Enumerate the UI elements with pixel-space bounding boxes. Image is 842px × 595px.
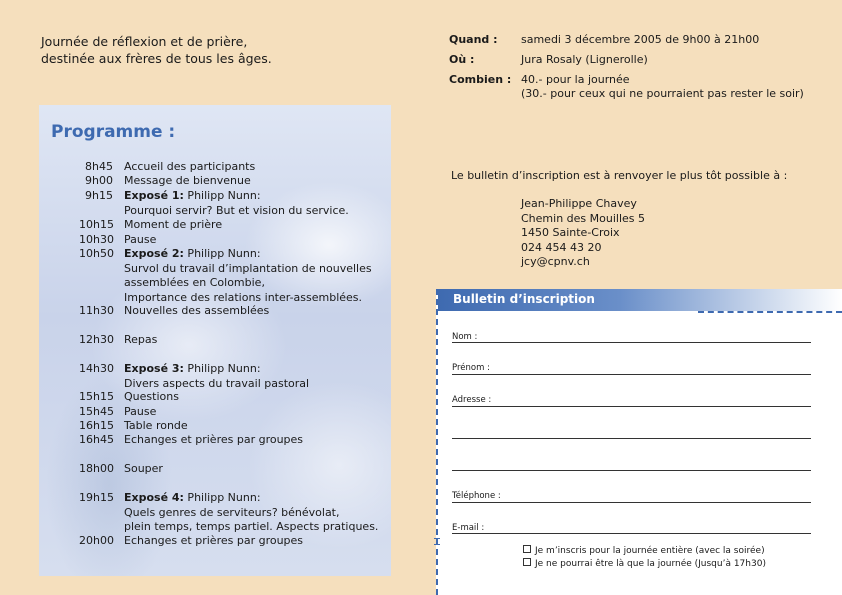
schedule-time: 15h15: [79, 390, 114, 403]
schedule-description: Pause: [124, 405, 157, 418]
intro-line-1: Journée de réflexion et de prière,: [41, 34, 248, 49]
schedule-description: [124, 362, 261, 375]
talk-label: Exposé 2:: [124, 247, 184, 260]
schedule-description: Questions: [124, 390, 179, 403]
where-label: Où :: [449, 53, 475, 66]
price-line-2: (30.- pour ceux qui ne pourraient pas rester le soir): [521, 87, 804, 100]
when-label: Quand :: [449, 33, 498, 46]
option-day-only-label: Je ne pourrai être là que la journée (Jusqu’à 17h30): [535, 559, 766, 569]
schedule-description: plein temps, temps partiel. Aspects pratiques.: [124, 520, 379, 533]
where-value: Jura Rosaly (Lignerolle): [521, 53, 648, 66]
schedule-description: Table ronde: [124, 419, 188, 432]
speaker: Philipp Nunn:: [183, 189, 261, 202]
schedule-description: Repas: [124, 333, 158, 346]
option-day-only[interactable]: [523, 558, 766, 569]
adresse-field[interactable]: [452, 406, 811, 407]
schedule-description: [124, 491, 261, 504]
schedule-description: Accueil des participants: [124, 160, 256, 173]
talk-label: Exposé 3:: [124, 362, 184, 375]
programme-panel: [39, 105, 391, 576]
programme-title: Programme :: [51, 122, 176, 142]
talk-label: Exposé 1:: [124, 189, 184, 202]
schedule-time: 11h30: [79, 304, 114, 317]
schedule-description: Pourquoi servir? But et vision du service.: [124, 203, 349, 217]
schedule-description: Message de bienvenue: [124, 174, 251, 187]
schedule-time: 18h00: [79, 462, 114, 475]
nom-field[interactable]: [452, 342, 811, 343]
schedule-description: assemblées en Colombie,: [124, 276, 265, 289]
bulletin-form: [436, 289, 842, 595]
option-full-day[interactable]: [523, 545, 765, 556]
schedule-time: 10h15: [79, 218, 114, 231]
schedule-description: Nouvelles des assemblées: [124, 304, 270, 317]
address-phone: 024 454 43 20: [521, 241, 602, 254]
adresse-field-2[interactable]: [452, 438, 811, 439]
schedule-time: 8h45: [85, 160, 113, 173]
schedule-time: 9h15: [85, 189, 113, 202]
intro-text: [41, 33, 272, 67]
talk-label: Exposé 4:: [124, 491, 184, 504]
checkbox-full-day[interactable]: [523, 545, 531, 553]
schedule-description: Souper: [124, 462, 163, 475]
address-email: jcy@cpnv.ch: [521, 255, 590, 268]
schedule-description: Echanges et prières par groupes: [124, 433, 304, 446]
schedule-description: Pause: [124, 233, 157, 246]
speaker: Philipp Nunn:: [183, 362, 261, 375]
schedule-time: 14h30: [79, 362, 114, 375]
schedule-time: 9h00: [85, 174, 113, 187]
schedule-description: Divers aspects du travail pastoral: [124, 376, 310, 390]
schedule-description: [124, 247, 261, 260]
speaker: Philipp Nunn:: [183, 491, 261, 504]
schedule-description: Survol du travail d’implantation de nouvelles: [124, 261, 372, 275]
schedule-description: [124, 189, 261, 202]
when-value: samedi 3 décembre 2005 de 9h00 à 21h00: [521, 33, 760, 46]
schedule-time: 10h30: [79, 233, 114, 246]
option-full-day-label: Je m’inscris pour la journée entière (avec la soirée): [535, 546, 765, 556]
bulletin-cut-line: [698, 311, 842, 313]
schedule-time: 16h15: [79, 419, 114, 432]
address-name: Jean-Philippe Chavey: [521, 197, 637, 210]
price-line-1: 40.- pour la journée: [521, 73, 630, 86]
email-field[interactable]: [452, 533, 811, 534]
schedule-time: 12h30: [79, 333, 114, 346]
checkbox-day-only[interactable]: [523, 558, 531, 566]
cut-marker: [434, 538, 440, 545]
schedule-description: Echanges et prières par groupes: [124, 534, 304, 547]
schedule-time: 19h15: [79, 491, 114, 504]
schedule-time: 20h00: [79, 534, 114, 547]
speaker: Philipp Nunn:: [183, 247, 261, 260]
telephone-label: Téléphone :: [452, 491, 501, 501]
schedule-time: 15h45: [79, 405, 114, 418]
address-street: Chemin des Mouilles 5: [521, 212, 645, 225]
schedule-time: 10h50: [79, 247, 114, 260]
schedule-description: Quels genres de serviteurs? bénévolat,: [124, 505, 340, 519]
bulletin-header: [438, 289, 842, 311]
prenom-field[interactable]: [452, 374, 811, 375]
email-label: E-mail :: [452, 523, 485, 533]
schedule-description: Moment de prière: [124, 218, 223, 231]
price-label: Combien :: [449, 73, 512, 86]
address-intro: Le bulletin d’inscription est à renvoyer le plus tôt possible à :: [451, 169, 788, 182]
nom-label: Nom :: [452, 332, 478, 342]
intro-line-2: destinée aux frères de tous les âges.: [41, 51, 272, 66]
adresse-label: Adresse :: [452, 395, 492, 405]
address-city: 1450 Sainte-Croix: [521, 226, 620, 239]
adresse-field-3[interactable]: [452, 470, 811, 471]
bulletin-title: Bulletin d’inscription: [453, 292, 595, 306]
schedule-time: 16h45: [79, 433, 114, 446]
prenom-label: Prénom :: [452, 363, 490, 373]
telephone-field[interactable]: [452, 502, 811, 503]
schedule-description: Importance des relations inter-assemblées.: [124, 290, 363, 304]
